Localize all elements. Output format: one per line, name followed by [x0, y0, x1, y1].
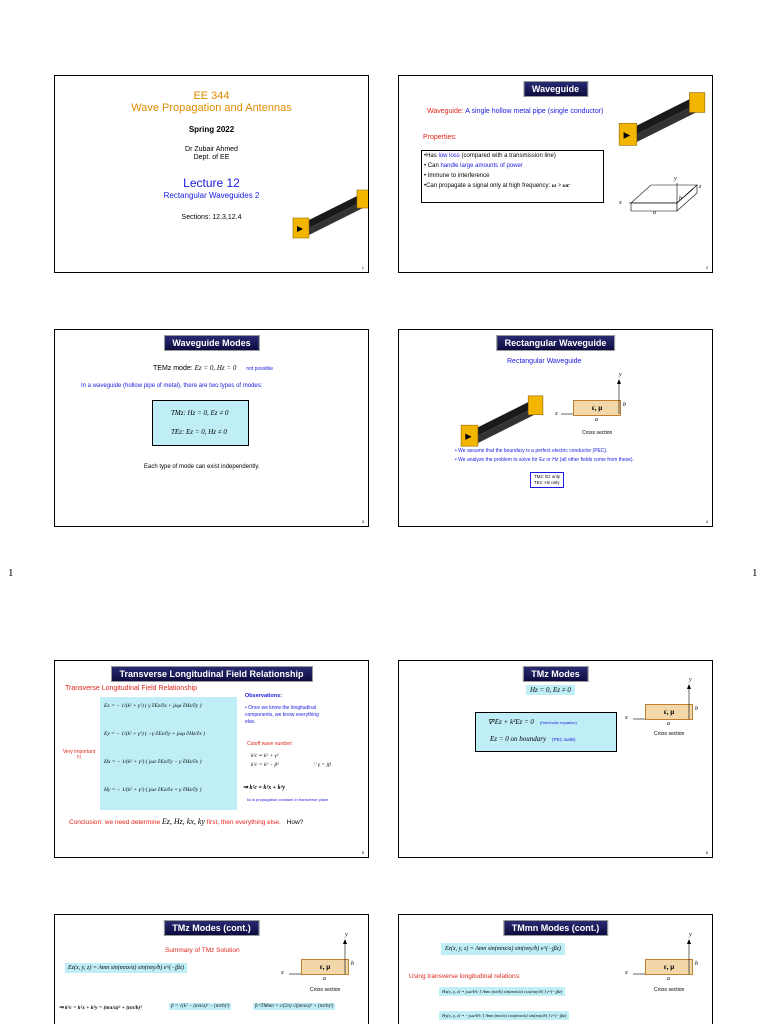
ey-equation: Ey = − 1/(k² + γ²) ( −γ ∂Ez/∂y + jωμ ∂Hz/∂x ) [104, 731, 206, 737]
dimension-a-label: a [595, 417, 598, 423]
ez-solution: Ez(x, y, z) = Amn sin(mπx/a) sin(nπy/b) e^(−jβz) [65, 963, 187, 973]
axis-y-label: y [345, 932, 348, 938]
course-code: EE 344 [193, 90, 230, 102]
property-item: • Immune to interference [424, 173, 490, 179]
ez-solution: Ez(x, y, z) = Amn sin(mπx/a) sin(nπy/b) e^(−jβz) [441, 943, 565, 955]
cross-section-caption: Cross section [582, 430, 613, 436]
transverse-relations-label: Using transverse longitudinal relations: [409, 973, 521, 980]
dimension-a-label: a [323, 976, 326, 982]
term: Spring 2022 [188, 125, 235, 134]
beta-expression: β = √(k² − (mπ/a)² − (nπ/b)²) [171, 1004, 230, 1009]
dimension-a-label: a [667, 721, 670, 727]
slide-8 [398, 914, 713, 1024]
slide-page-number: 3 [361, 519, 364, 524]
axes-arrows [559, 378, 625, 418]
definition-label: Waveguide: [427, 108, 464, 115]
cross-section-material: ε, μ [573, 400, 621, 416]
slide-title: Transverse Longitudinal Field Relationship [110, 666, 312, 682]
hy-equation: Hy = − 1/(k² + γ²) ( jωε ∂Ez/∂x + γ ∂Hz/∂y ) [104, 787, 202, 793]
slide-7 [54, 914, 369, 1024]
axis-x-label: x [625, 970, 628, 976]
slide-3 [54, 329, 369, 527]
assumption-bullet: • We assume that the boundary is a perfect electric conductor (PEC). [455, 448, 608, 454]
analysis-bullet: • We analyze the problem to solve for Ez or Hz (all other fields come from these). [455, 457, 634, 463]
helmholtz-box [475, 712, 617, 752]
conclusion-line: Conclusion: we need determine Ez, Hz, kx, ky first, then everything else. How? [69, 817, 304, 826]
cutoff-relation: k²c = k² − β² [251, 762, 279, 768]
slide-title: TMz Modes (cont.) [163, 920, 260, 936]
hx-solution: Hx(x, y, z) = jωε/k²c [ Amn (nπ/b) sin(mπx/a) cos(nπy/b) ] e^(−jβz) [439, 987, 565, 996]
cutoff-definition: k²c ≡ k² + γ² [251, 753, 279, 759]
axis-y-label: y [619, 372, 622, 378]
slide-page-number: 2 [705, 265, 708, 270]
gamma-relation: ∵ γ = jβ [313, 762, 331, 768]
department: Dept. of EE [193, 154, 230, 161]
mode-types-box [152, 400, 249, 446]
waveguide-axes-diagram [611, 171, 711, 221]
property-item: •Has low loss (compared with a transmission line) [424, 153, 556, 159]
instructor: Dr Zubair Ahmed [185, 146, 238, 153]
modes-intro: In a waveguide (hollow pipe of metal), there are two types of modes: [81, 383, 263, 389]
definition-text: A single hollow metal pipe (single conductor) [465, 108, 604, 115]
slide-page-number: 1 [361, 265, 364, 270]
axes-arrows [629, 683, 695, 723]
very-important-note: Very important !!! [62, 749, 96, 761]
dimension-a-label: a [653, 210, 656, 216]
slide-page-number: 6 [705, 850, 708, 855]
cutoff-label: Cutoff wave number: [247, 741, 294, 747]
cross-section-material: ε, μ [301, 959, 349, 975]
axis-y-label: y [689, 677, 692, 683]
slide-6 [398, 660, 713, 858]
waveguide-illustration [617, 84, 707, 154]
property-item: •Can propagate a signal only at high frequency: ω > ωc [424, 183, 570, 189]
waveguide-definition [427, 108, 603, 115]
slide-title: Rectangular Waveguide [496, 335, 616, 351]
course-title: Wave Propagation and Antennas [131, 102, 292, 114]
observations-text: • Once we know the longitudinal components, we know everything else. [245, 705, 319, 725]
cross-section-caption: Cross section [654, 987, 685, 993]
axes-arrows [285, 938, 351, 978]
solution-summary-label: Summary of TMz Solution [165, 947, 240, 954]
field-equations-box [100, 697, 237, 810]
cutoff-wavenumber: ⇒ k²c = k²x + k²y = (mπ/a)² + (nπ/b)² [59, 1005, 142, 1011]
waveguide-illustration [291, 186, 369, 242]
mode-components-box: TMz: Ez only TEz: Hz only [530, 472, 564, 488]
page-marker-left: 1 [8, 567, 14, 579]
lecture-topic: Rectangular Waveguides 2 [163, 191, 260, 200]
cross-section-material: ε, μ [645, 959, 693, 975]
axis-x-label: x [619, 200, 622, 206]
slide-title: TMz Modes [522, 666, 589, 682]
cross-section-caption: Cross section [654, 731, 685, 737]
axis-y-label: y [689, 932, 692, 938]
axis-x-label: x [555, 411, 558, 417]
modes-footer: Each type of mode can exist independently. [144, 464, 260, 470]
tm-mode-definition: TMz: Hz = 0, Ez ≠ 0 [171, 409, 229, 417]
dimension-b-label: b [623, 402, 626, 408]
slide-5 [54, 660, 369, 858]
hy-solution: Hy(x, y, z) = −jωε/k²c [ Amn (mπ/a) cos(mπx/a) sin(nπy/b) ] e^(−jβz) [439, 1011, 569, 1020]
slide-1 [54, 75, 369, 273]
boundary-condition-line: Ez = 0 on boundary (PEC walls) [490, 735, 576, 743]
properties-list [421, 150, 604, 203]
slide-4 [398, 329, 713, 527]
slide-subtitle: Transverse Longitudinal Field Relationship [65, 685, 198, 692]
kc-note: kc is propagation constant in transverse plane [247, 797, 329, 802]
hx-equation: Hx = − 1/(k² + γ²) ( jωε ∂Ez/∂y − γ ∂Hz/∂x ) [104, 759, 202, 765]
axis-y-label: y [674, 176, 677, 182]
dimension-a-label: a [667, 976, 670, 982]
axis-x-label: x [625, 715, 628, 721]
slide-subtitle: Rectangular Waveguide [507, 358, 582, 365]
sections: Sections: 12.3,12.4 [181, 214, 242, 221]
cross-section-material: ε, μ [645, 704, 693, 720]
slide-page-number: 4 [705, 519, 708, 524]
lecture-number: Lecture 12 [183, 176, 240, 190]
tem-mode-line: TEMz mode: Ez = 0, Hz = 0 not possible [153, 364, 274, 372]
ex-equation: Ex = − 1/(k² + γ²) ( γ ∂Ez/∂x + jωμ ∂Hz/∂y ) [104, 703, 202, 709]
dimension-b-label: b [351, 961, 354, 967]
cross-section-caption: Cross section [310, 987, 341, 993]
properties-label: Properties: [423, 134, 457, 141]
tm-condition: Hz = 0, Ez ≠ 0 [526, 685, 575, 695]
cutoff-frequency: fc^TMmn = c/(2π) √((mπ/a)² + (nπ/b)²) [255, 1004, 334, 1009]
dimension-b-label: b [679, 196, 682, 202]
property-item: • Can handle large amounts of power [424, 163, 523, 169]
waveguide-illustration [459, 390, 545, 452]
slide-page-number: 5 [361, 850, 364, 855]
slide-title: TMmn Modes (cont.) [503, 920, 609, 936]
slide-2 [398, 75, 713, 273]
dimension-b-label: b [695, 961, 698, 967]
slide-title: Waveguide [523, 81, 588, 97]
helmholtz-line: ∇²Ez + k²Ez = 0 (Helmholtz equation) [488, 718, 577, 726]
axes-arrows [629, 938, 695, 978]
slide-title: Waveguide Modes [163, 335, 259, 351]
axis-x-label: x [281, 970, 284, 976]
cutoff-components: ⇒ k²c = k²x + k²y [243, 785, 286, 791]
te-mode-definition: TEz: Ez = 0, Hz ≠ 0 [171, 428, 227, 436]
dimension-b-label: b [695, 706, 698, 712]
axis-z-label: z [699, 184, 702, 190]
page-marker-right: 1 [752, 567, 758, 579]
observations-label: Observations: [245, 693, 282, 699]
